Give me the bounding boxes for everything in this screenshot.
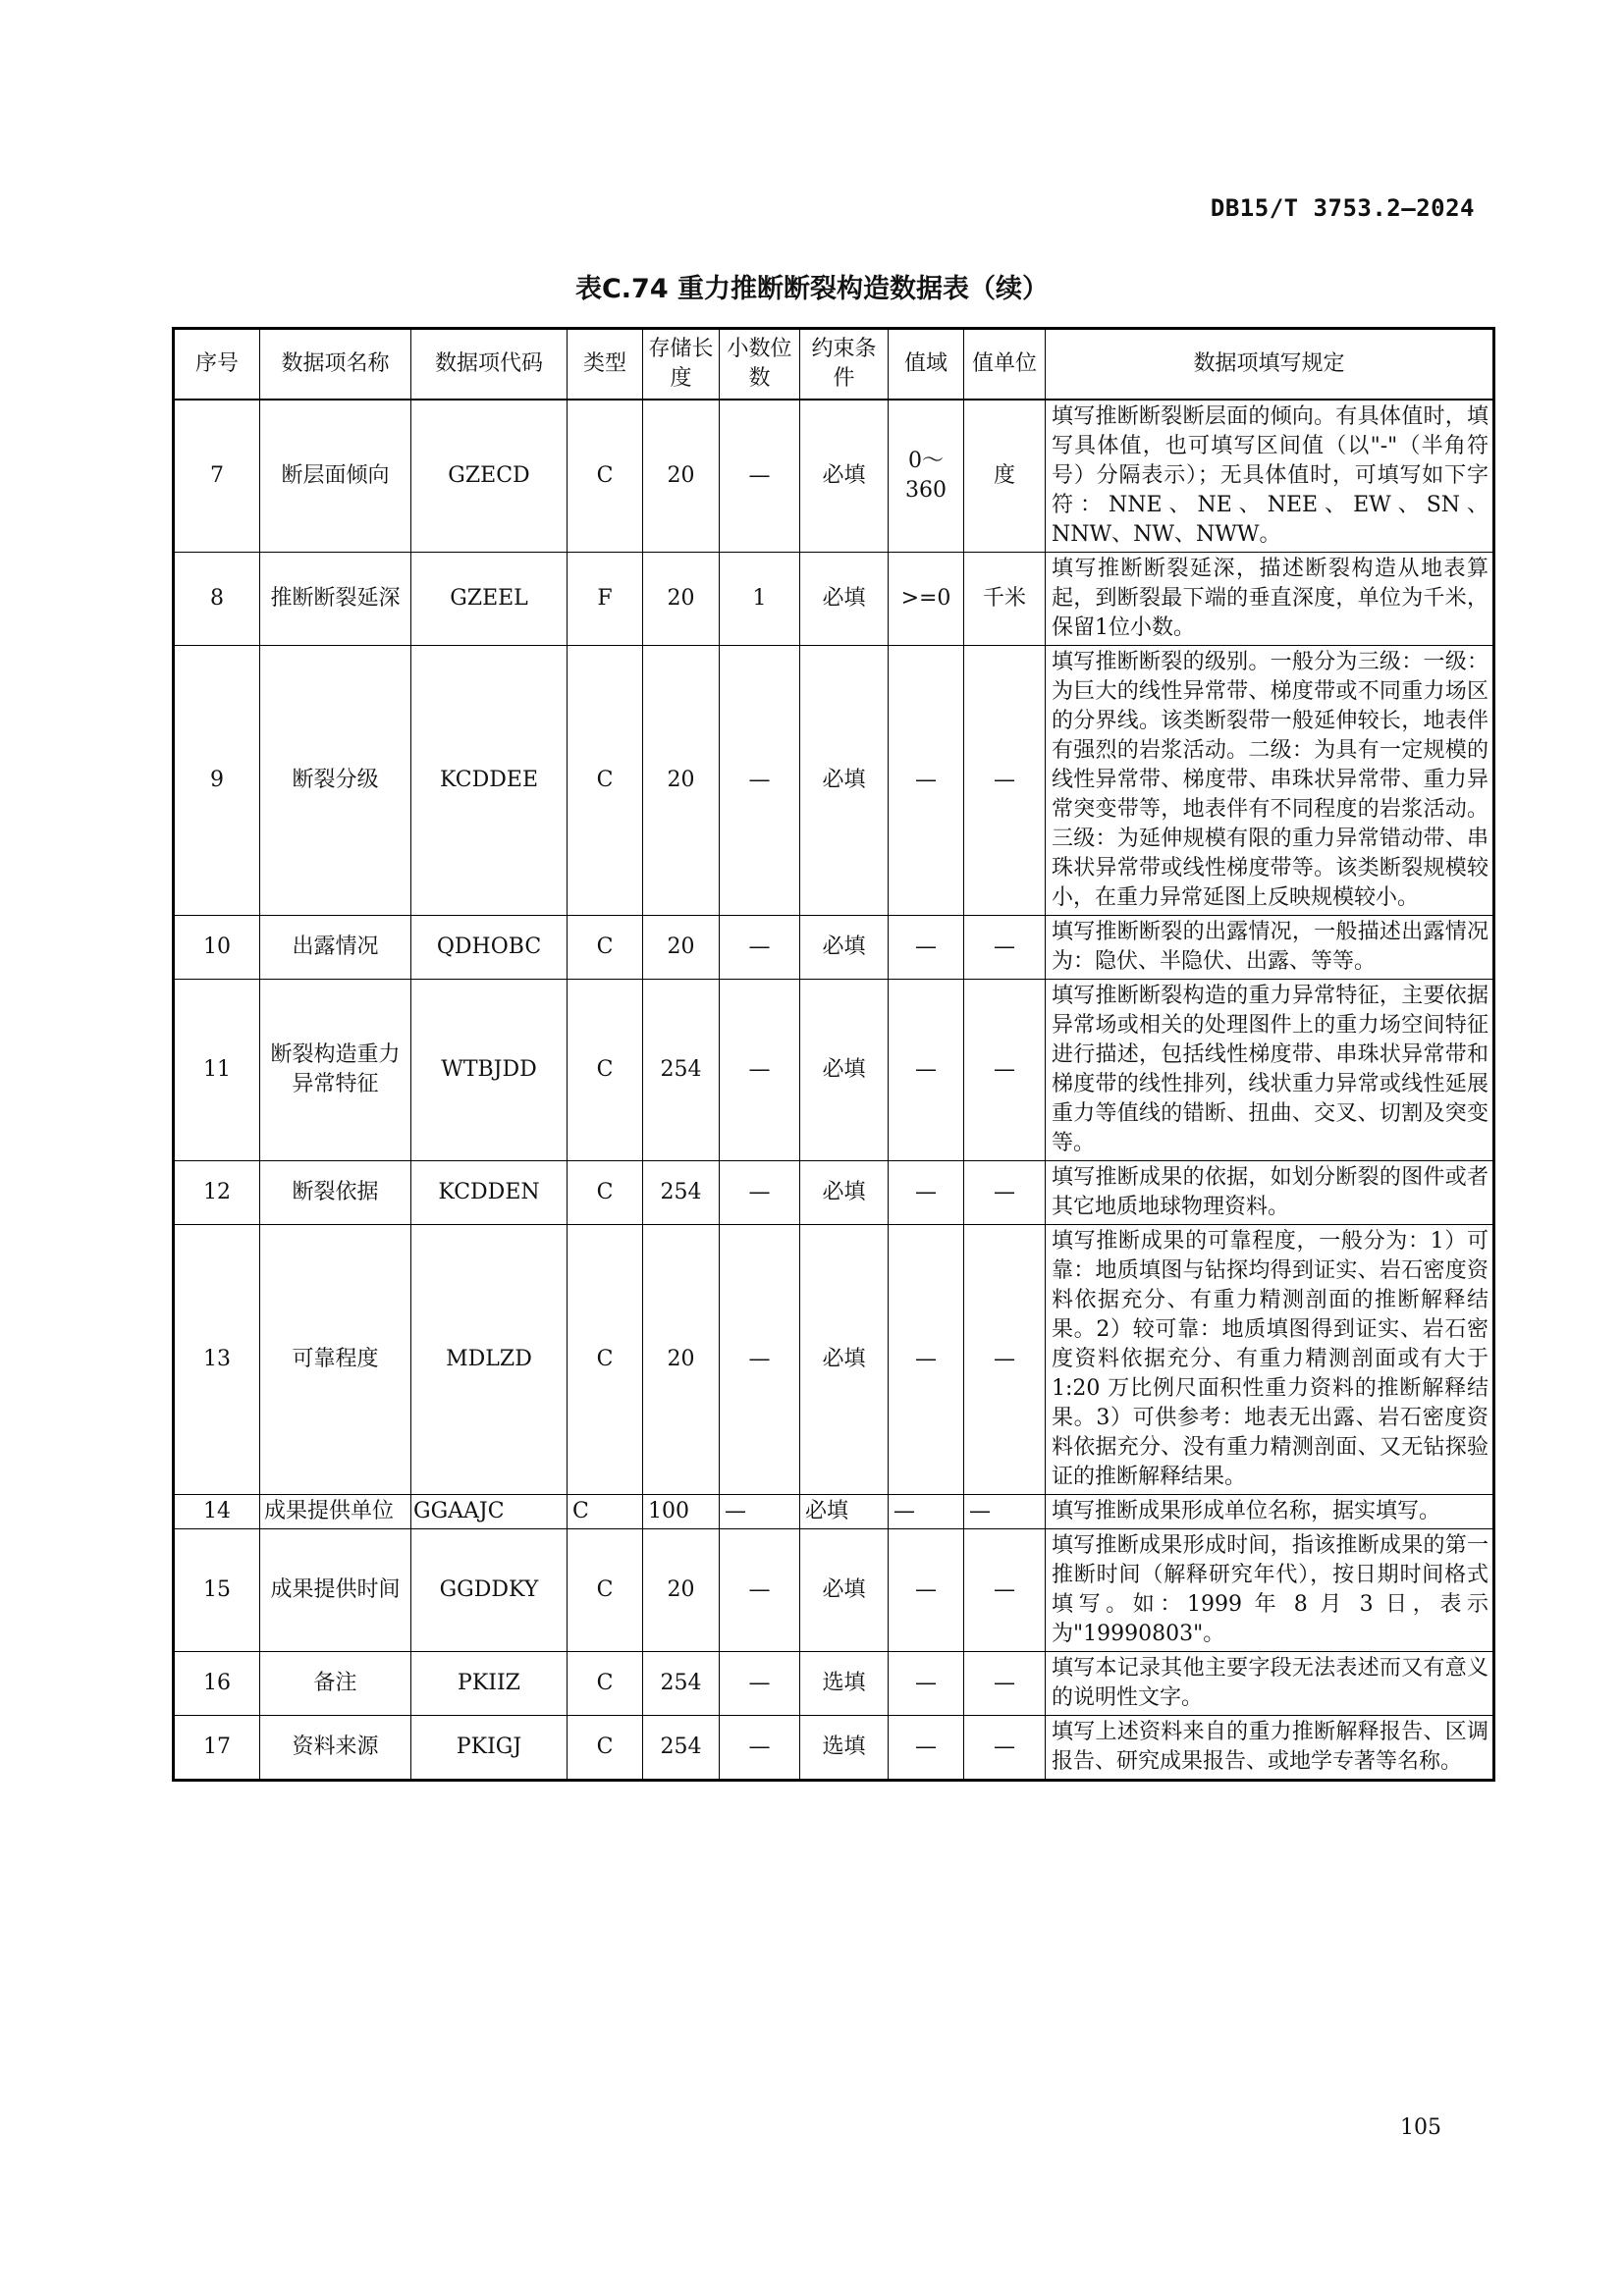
cell-fill-rule: 填写推断断裂延深，描述断裂构造从地表算起，到断裂最下端的垂直深度，单位为千米，保留1位小数。 bbox=[1046, 553, 1494, 646]
cell-storage-length: 20 bbox=[643, 916, 720, 980]
cell-item-code: KCDDEN bbox=[411, 1161, 568, 1225]
cell-seq: 7 bbox=[174, 400, 260, 553]
cell-value-unit: 千米 bbox=[964, 553, 1046, 646]
cell-value-range: — bbox=[889, 980, 964, 1161]
cell-decimal-places: 1 bbox=[720, 553, 800, 646]
cell-seq: 15 bbox=[174, 1529, 260, 1652]
table-row bbox=[174, 1495, 1494, 1529]
cell-decimal-places: — bbox=[720, 980, 800, 1161]
table-row bbox=[174, 646, 1494, 916]
cell-item-code: MDLZD bbox=[411, 1225, 568, 1495]
cell-seq: 9 bbox=[174, 646, 260, 916]
cell-fill-rule: 填写推断断裂构造的重力异常特征，主要依据异常场或相关的处理图件上的重力场空间特征进行描述，包括线性梯度带、串珠状异常带和梯度带的线性排列，线状重力异常或线性延展重力等值线的错断、扭曲、交叉、切割及突变等。 bbox=[1046, 980, 1494, 1161]
cell-constraint: 必填 bbox=[800, 1529, 889, 1652]
cell-decimal-places: — bbox=[720, 400, 800, 553]
cell-storage-length: 20 bbox=[643, 1529, 720, 1652]
cell-value-range: — bbox=[889, 646, 964, 916]
cell-constraint: 必填 bbox=[800, 553, 889, 646]
cell-seq: 16 bbox=[174, 1652, 260, 1716]
cell-item-name: 资料来源 bbox=[260, 1716, 411, 1781]
cell-item-name: 推断断裂延深 bbox=[260, 553, 411, 646]
cell-decimal-places: — bbox=[720, 1225, 800, 1495]
cell-value-range: — bbox=[889, 1716, 964, 1781]
cell-decimal-places: — bbox=[720, 1161, 800, 1225]
cell-item-code: GZECD bbox=[411, 400, 568, 553]
table-row bbox=[174, 916, 1494, 980]
header-storage-length: 存储长度 bbox=[643, 329, 720, 400]
cell-constraint: 必填 bbox=[800, 1161, 889, 1225]
cell-constraint: 必填 bbox=[800, 1495, 889, 1529]
cell-value-unit: — bbox=[964, 1716, 1046, 1781]
table-row bbox=[174, 1652, 1494, 1716]
cell-seq: 8 bbox=[174, 553, 260, 646]
cell-storage-length: 20 bbox=[643, 400, 720, 553]
cell-decimal-places: — bbox=[720, 1495, 800, 1529]
cell-constraint: 必填 bbox=[800, 400, 889, 553]
cell-fill-rule: 填写本记录其他主要字段无法表述而又有意义的说明性文字。 bbox=[1046, 1652, 1494, 1716]
header-seq: 序号 bbox=[174, 329, 260, 400]
cell-fill-rule: 填写推断断裂断层面的倾向。有具体值时，填写具体值，也可填写区间值（以"-"（半角符号）分隔表示）；无具体值时，可填写如下字符：NNE、NE、NEE、EW、SN、NNW、NW、NWW。 bbox=[1046, 400, 1494, 553]
table-row bbox=[174, 1716, 1494, 1781]
cell-seq: 14 bbox=[174, 1495, 260, 1529]
cell-type: C bbox=[568, 400, 643, 553]
cell-item-code: KCDDEE bbox=[411, 646, 568, 916]
header-type: 类型 bbox=[568, 329, 643, 400]
cell-value-unit: 度 bbox=[964, 400, 1046, 553]
cell-type: C bbox=[568, 916, 643, 980]
cell-fill-rule: 填写推断成果的依据，如划分断裂的图件或者其它地质地球物理资料。 bbox=[1046, 1161, 1494, 1225]
table-header-row bbox=[174, 329, 1494, 400]
cell-constraint: 必填 bbox=[800, 980, 889, 1161]
table-row bbox=[174, 400, 1494, 553]
cell-fill-rule: 填写推断成果形成时间，指该推断成果的第一推断时间（解释研究年代），按日期时间格式填写。如：1999 年 8 月 3 日，表示为"19990803"。 bbox=[1046, 1529, 1494, 1652]
cell-value-range: >=0 bbox=[889, 553, 964, 646]
cell-value-unit: — bbox=[964, 1529, 1046, 1652]
cell-decimal-places: — bbox=[720, 646, 800, 916]
cell-type: F bbox=[568, 553, 643, 646]
cell-storage-length: 100 bbox=[643, 1495, 720, 1529]
header-value-range: 值域 bbox=[889, 329, 964, 400]
header-item-name: 数据项名称 bbox=[260, 329, 411, 400]
cell-item-name: 断裂构造重力异常特征 bbox=[260, 980, 411, 1161]
table-row bbox=[174, 1529, 1494, 1652]
cell-constraint: 必填 bbox=[800, 916, 889, 980]
cell-storage-length: 254 bbox=[643, 1161, 720, 1225]
cell-item-code: PKIIZ bbox=[411, 1652, 568, 1716]
cell-item-code: GGDDKY bbox=[411, 1529, 568, 1652]
cell-seq: 13 bbox=[174, 1225, 260, 1495]
cell-constraint: 必填 bbox=[800, 1225, 889, 1495]
cell-value-unit: — bbox=[964, 646, 1046, 916]
cell-storage-length: 20 bbox=[643, 553, 720, 646]
table-row bbox=[174, 553, 1494, 646]
table-row bbox=[174, 980, 1494, 1161]
cell-value-range: — bbox=[889, 1225, 964, 1495]
cell-value-range: — bbox=[889, 1495, 964, 1529]
cell-item-name: 断裂依据 bbox=[260, 1161, 411, 1225]
cell-storage-length: 254 bbox=[643, 1716, 720, 1781]
cell-seq: 10 bbox=[174, 916, 260, 980]
page-number: 105 bbox=[1400, 2115, 1441, 2140]
cell-constraint: 选填 bbox=[800, 1652, 889, 1716]
cell-fill-rule: 填写推断断裂的级别。一般分为三级：一级：为巨大的线性异常带、梯度带或不同重力场区的分界线。该类断裂带一般延伸较长，地表伴有强烈的岩浆活动。二级：为具有一定规模的线性异常带、梯度带、串珠状异常带、重力异常突变带等，地表伴有不同程度的岩浆活动。三级：为延伸规模有限的重力异常错动带、串珠状异常带或线性梯度带等。该类断裂规模较小，在重力异常延图上反映规模较小。 bbox=[1046, 646, 1494, 916]
cell-seq: 17 bbox=[174, 1716, 260, 1781]
cell-type: C bbox=[568, 1495, 643, 1529]
cell-value-unit: — bbox=[964, 1225, 1046, 1495]
cell-value-unit: — bbox=[964, 980, 1046, 1161]
header-value-unit: 值单位 bbox=[964, 329, 1046, 400]
cell-item-name: 出露情况 bbox=[260, 916, 411, 980]
cell-storage-length: 254 bbox=[643, 980, 720, 1161]
cell-value-range: — bbox=[889, 1652, 964, 1716]
cell-value-range: — bbox=[889, 1529, 964, 1652]
cell-item-code: WTBJDD bbox=[411, 980, 568, 1161]
cell-item-name: 成果提供单位 bbox=[260, 1495, 411, 1529]
cell-seq: 12 bbox=[174, 1161, 260, 1225]
cell-value-unit: — bbox=[964, 1495, 1046, 1529]
cell-value-range: — bbox=[889, 1161, 964, 1225]
cell-value-range: — bbox=[889, 916, 964, 980]
cell-constraint: 选填 bbox=[800, 1716, 889, 1781]
cell-type: C bbox=[568, 1225, 643, 1495]
table-row bbox=[174, 1225, 1494, 1495]
header-decimal-places: 小数位数 bbox=[720, 329, 800, 400]
document-code: DB15/T 3753.2—2024 bbox=[1210, 194, 1475, 222]
table-title: 表C.74 重力推断断裂构造数据表（续） bbox=[574, 274, 1050, 304]
cell-item-name: 断裂分级 bbox=[260, 646, 411, 916]
header-fill-rule: 数据项填写规定 bbox=[1046, 329, 1494, 400]
cell-type: C bbox=[568, 1652, 643, 1716]
cell-type: C bbox=[568, 1529, 643, 1652]
cell-fill-rule: 填写推断断裂的出露情况，一般描述出露情况为：隐伏、半隐伏、出露、等等。 bbox=[1046, 916, 1494, 980]
cell-constraint: 必填 bbox=[800, 646, 889, 916]
cell-decimal-places: — bbox=[720, 1529, 800, 1652]
cell-decimal-places: — bbox=[720, 1716, 800, 1781]
cell-decimal-places: — bbox=[720, 916, 800, 980]
cell-type: C bbox=[568, 980, 643, 1161]
cell-value-unit: — bbox=[964, 1161, 1046, 1225]
cell-value-range: 0～360 bbox=[889, 400, 964, 553]
cell-type: C bbox=[568, 1161, 643, 1225]
cell-value-unit: — bbox=[964, 916, 1046, 980]
cell-item-code: GGAAJC bbox=[411, 1495, 568, 1529]
cell-fill-rule: 填写上述资料来自的重力推断解释报告、区调报告、研究成果报告、或地学专著等名称。 bbox=[1046, 1716, 1494, 1781]
cell-storage-length: 254 bbox=[643, 1652, 720, 1716]
cell-item-code: PKIGJ bbox=[411, 1716, 568, 1781]
header-constraint: 约束条件 bbox=[800, 329, 889, 400]
cell-fill-rule: 填写推断成果形成单位名称，据实填写。 bbox=[1046, 1495, 1494, 1529]
data-spec-table bbox=[172, 327, 1495, 1782]
cell-type: C bbox=[568, 1716, 643, 1781]
cell-item-name: 可靠程度 bbox=[260, 1225, 411, 1495]
table-row bbox=[174, 1161, 1494, 1225]
header-item-code: 数据项代码 bbox=[411, 329, 568, 400]
cell-type: C bbox=[568, 646, 643, 916]
cell-storage-length: 20 bbox=[643, 1225, 720, 1495]
cell-item-code: GZEEL bbox=[411, 553, 568, 646]
cell-fill-rule: 填写推断成果的可靠程度，一般分为：1）可靠：地质填图与钻探均得到证实、岩石密度资料依据充分、有重力精测剖面的推断解释结果。2）较可靠：地质填图得到证实、岩石密度资料依据充分、有重力精测剖面或有大于 1:20 万比例尺面积性重力资料的推断解释结果。3）可供参考：地表无出露、岩石密度资料依据充分、没有重力精测剖面、又无钻探验证的推断解释结果。 bbox=[1046, 1225, 1494, 1495]
cell-item-name: 成果提供时间 bbox=[260, 1529, 411, 1652]
cell-value-unit: — bbox=[964, 1652, 1046, 1716]
cell-seq: 11 bbox=[174, 980, 260, 1161]
cell-item-name: 断层面倾向 bbox=[260, 400, 411, 553]
cell-item-name: 备注 bbox=[260, 1652, 411, 1716]
cell-storage-length: 20 bbox=[643, 646, 720, 916]
cell-item-code: QDHOBC bbox=[411, 916, 568, 980]
cell-decimal-places: — bbox=[720, 1652, 800, 1716]
